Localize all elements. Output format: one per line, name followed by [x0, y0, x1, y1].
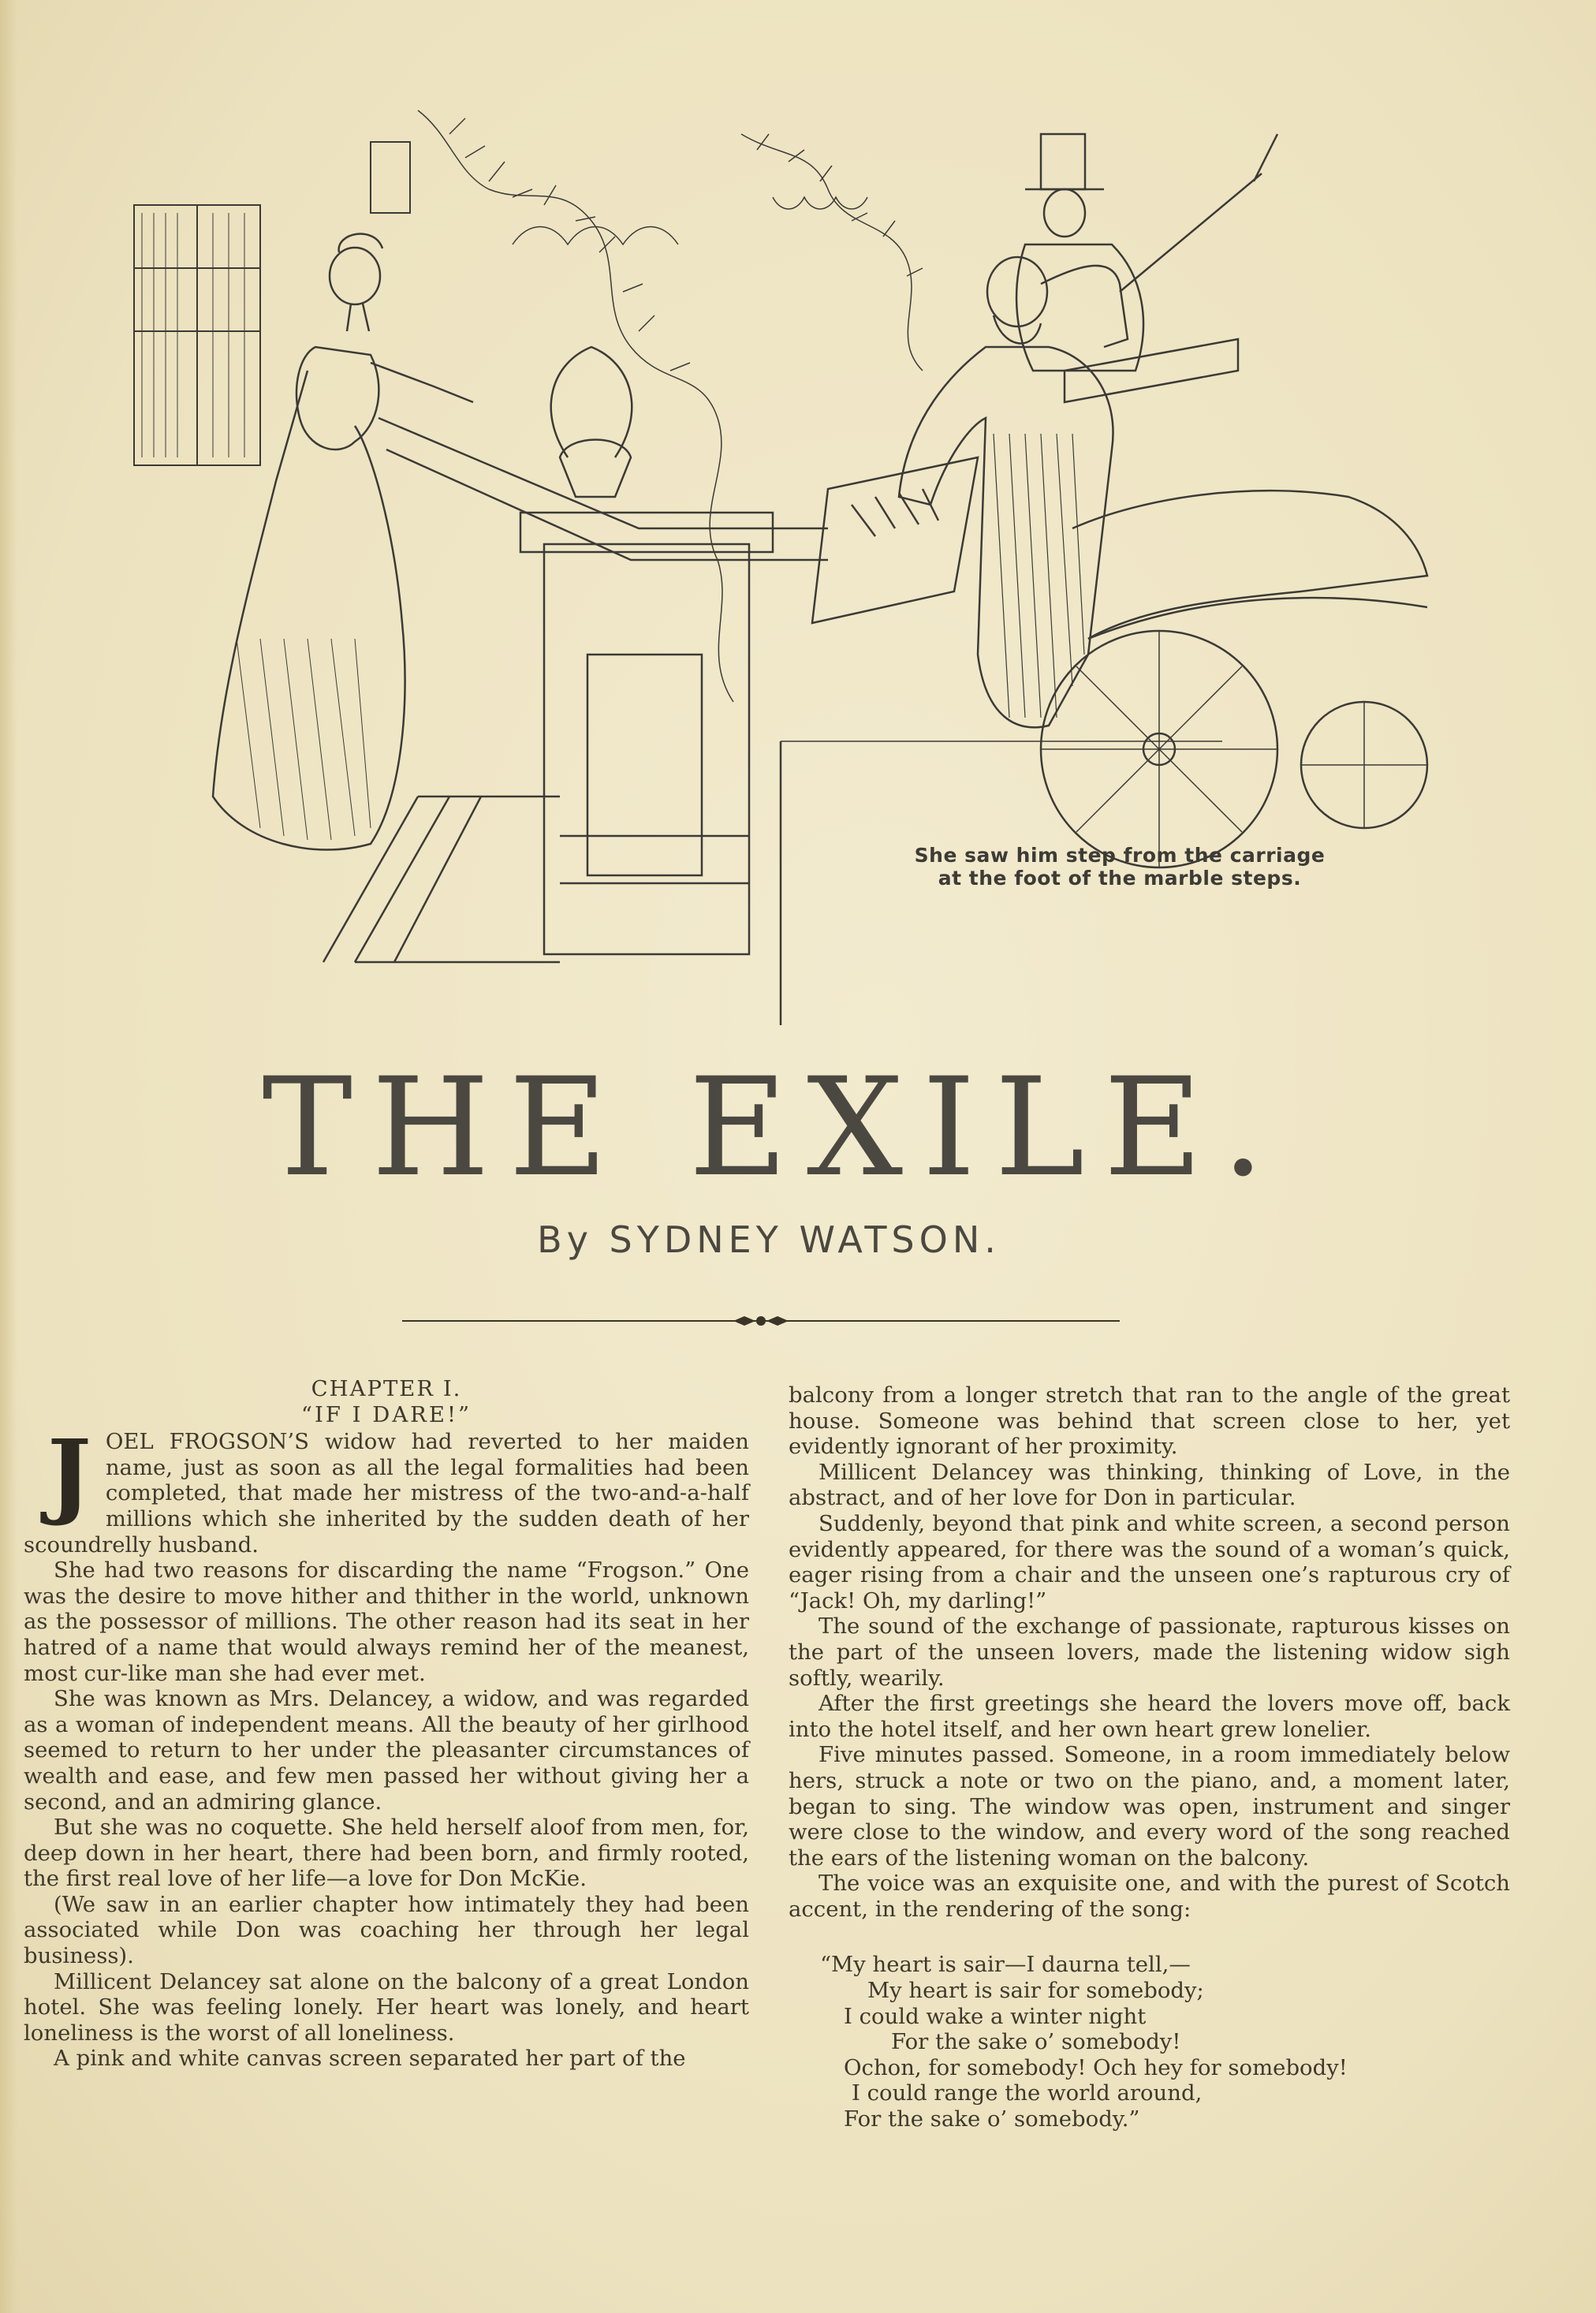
paragraph: Millicent Delancey sat alone on the balcony of a great London hotel. She was feeling lonely. Her heart was lonely, and heart loneliness is the worst of all loneliness.	[24, 1968, 749, 2046]
article-byline: By SYDNEY WATSON.	[537, 1218, 1001, 1261]
chimney-icon	[371, 142, 410, 213]
paragraph: Suddenly, beyond that pink and white screen, a second person evidently appeared, for there was the sound of a woman’s quick, eager rising from a chair and the unseen one’s rapturous cry of “Jack! Oh, my darling!”	[789, 1510, 1510, 1614]
verse-line: I could range the world around,	[852, 2080, 1203, 2106]
paragraph: The sound of the exchange of passionate, rapturous kisses on the part of the unseen lovers, made the listening widow sigh softly, wearily.	[789, 1614, 1510, 1691]
paragraph: She was known as Mrs. Delancey, a widow, and was regarded as a woman of independent means. All the beauty of her girlhood seemed to return to her under the pleasanter circumstances of wealth and ease, and few men passed her without giving her a second, and an admiring glance.	[24, 1686, 749, 1815]
verse-line: For the sake o’ somebody.”	[844, 2106, 1140, 2132]
window-icon	[134, 205, 260, 465]
paragraph: Five minutes passed. Someone, in a room immediately below hers, struck a note or two on the piano, and, a moment later, began to sing. The window was open, instrument and singer were close to the window, and every word of the song reached the ears of the listening woman on the balcony.	[789, 1742, 1510, 1871]
ornamental-rule	[402, 1313, 1120, 1329]
carriage-icon	[812, 339, 1427, 867]
verse-line: Ochon, for somebody! Och hey for somebody!	[844, 2054, 1348, 2080]
verse-line: I could wake a winter night	[844, 2003, 1147, 2029]
continued-paragraph: balcony from a longer stretch that ran to the angle of the great house. Someone was behind that screen close to her, yet evidently ignorant of her proximity.	[789, 1382, 1510, 1460]
paragraph: After the first greetings she heard the lovers move off, back into the hotel itself, and her own heart grew lonelier.	[789, 1691, 1510, 1742]
caption-line-2: at the foot of the marble steps.	[938, 867, 1302, 890]
paragraph: But she was no coquette. She held herself aloof from men, for, deep down in her heart, there had been born, and firmly rooted, the first real love of her life—a love for Don McKie.	[24, 1815, 749, 1892]
article-title: THE EXILE.	[262, 1048, 1284, 1207]
paragraph: The voice was an exquisite one, and with the purest of Scotch accent, in the rendering of the song:	[789, 1871, 1510, 1922]
balustrade-icon	[323, 347, 828, 962]
chapter-heading: CHAPTER I.	[311, 1376, 462, 1401]
gentleman-figure-icon	[899, 257, 1128, 727]
caption-line-1: She saw him step from the carriage	[914, 844, 1326, 867]
foliage-icon	[418, 110, 923, 702]
woman-figure-icon	[213, 233, 473, 849]
verse-line: For the sake o’ somebody!	[891, 2029, 1181, 2055]
paragraph: A pink and white canvas screen separated her part of the	[54, 2046, 686, 2072]
verse-line: “My heart is sair—I daurna tell,—	[820, 1952, 1191, 1978]
paragraph: (We saw in an earlier chapter how intimately they had been associated while Don was coaching her through her legal business).	[24, 1891, 749, 1969]
first-paragraph-text: OEL FROGSON’S widow had reverted to her maiden name, just as soon as all the legal formalities had been completed, that made her mistress of the two-and-a-half millions which she inherited by the sudden death of her scoundrelly husband.	[24, 1429, 749, 1558]
right-column	[789, 1382, 1510, 2132]
chapter-subtitle: “IF I DARE!”	[300, 1401, 472, 1427]
song-verse	[789, 1952, 1510, 2132]
verse-line: My heart is sair for somebody;	[867, 1978, 1204, 2004]
paragraph: Millicent Delancey was thinking, thinking of Love, in the abstract, and of her love for Don in particular.	[789, 1459, 1510, 1511]
coachman-figure-icon	[1016, 134, 1277, 371]
left-column	[24, 1376, 749, 2072]
illustration-caption	[883, 844, 1356, 890]
drop-cap: J	[47, 1419, 91, 1529]
paragraph: She had two reasons for discarding the name “Frogson.” One was the desire to move hither and thither in the world, unknown as the possessor of millions. The other reason had its seat in her hatred of a name that would always remind her of the meanest, most cur-like man she had ever met.	[24, 1558, 749, 1686]
ornament-divider-icon	[402, 1313, 1120, 1329]
first-paragraph	[24, 1419, 749, 1558]
